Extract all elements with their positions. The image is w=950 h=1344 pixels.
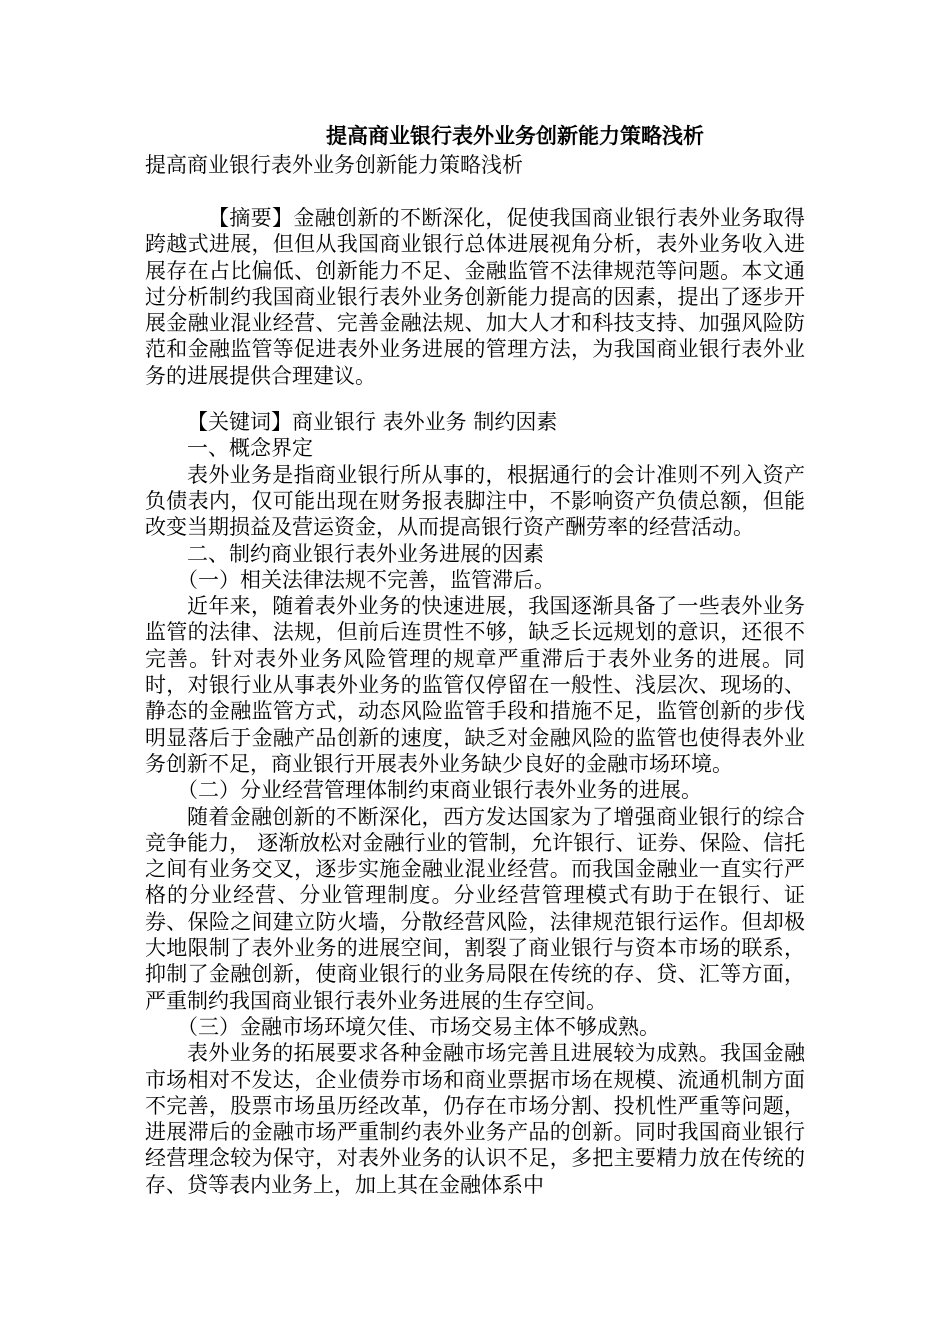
section-paragraph: 表外业务的拓展要求各种金融市场完善且进展较为成熟。我国金融市场相对不发达，企业债券市场和商业票据市场在规模、流通机制方面不完善，股票市场虽历经改革，仍存在市场分割、投机性严重等问题，进展滞后的金融市场严重制约表外业务产品的创新。同时我国商业银行经营理念较为保守，对表外业务的认识不足，多把主要精力放在传统的存、贷等表内业务上，加上其在金融体系中 <box>145 1041 805 1197</box>
keywords-line: 【关键词】商业银行 表外业务 制约因素 <box>187 410 558 435</box>
subsection-heading: （三）金融市场环境欠佳、市场交易主体不够成熟。 <box>177 1014 660 1039</box>
subsection-heading: （二）分业经营管理体制约束商业银行表外业务的进展。 <box>177 778 702 803</box>
section-heading: 二、制约商业银行表外业务进展的因素 <box>187 541 544 566</box>
section-paragraph: 表外业务是指商业银行所从事的，根据通行的会计准则不列入资产负债表内，仅可能出现在财务报表脚注中，不影响资产负债总额，但能改变当期损益及营运资金，从而提高银行资产酬劳率的经营活动。 <box>145 462 805 540</box>
section-paragraph: 近年来，随着表外业务的快速进展，我国逐渐具备了一些表外业务监管的法律、法规，但前后连贯性不够，缺乏长远规划的意识，还很不完善。针对表外业务风险管理的规章严重滞后于表外业务的进展。同时，对银行业从事表外业务的监管仅停留在一般性、浅层次、现场的、静态的金融监管方式，动态风险监管手段和措施不足，监管创新的步伐明显落后于金融产品创新的速度，缺乏对金融风险的监管也使得表外业务创新不足，商业银行开展表外业务缺少良好的金融市场环境。 <box>145 594 805 776</box>
spacer <box>145 179 805 205</box>
document-title: 提高商业银行表外业务创新能力策略浅析 <box>326 123 704 148</box>
abstract-paragraph: 【摘要】金融创新的不断深化，促使我国商业银行表外业务取得跨越式进展，但但从我国商业银行总体进展视角分析，表外业务收入进展存在占比偏低、创新能力不足、金融监管不法律规范等问题。本文通过分析制约我国商业银行表外业务创新能力提高的因素，提出了逐步开展金融业混业经营、完善金融法规、加大人才和科技支持、加强风险防范和金融监管等促进表外业务进展的管理方法，为我国商业银行表外业务的进展提供合理建议。 <box>145 206 805 388</box>
section-paragraph: 随着金融创新的不断深化，西方发达国家为了增强商业银行的综合竞争能力， 逐渐放松对金融行业的管制，允许银行、证券、保险、信托之间有业务交叉，逐步实施金融业混业经营。而我国金融业一直实行严格的分业经营、分业管理制度。分业经营管理模式有助于在银行、证券、保险之间建立防火墙，分散经营风险，法律规范银行运作。但却极大地限制了表外业务的进展空间，割裂了商业银行与资本市场的联系，抑制了金融创新，使商业银行的业务局限在传统的存、贷、汇等方面，严重制约我国商业银行表外业务进展的生存空间。 <box>145 804 805 1013</box>
document-body <box>145 121 805 1198</box>
subsection-heading: （一）相关法律法规不完善，监管滞后。 <box>177 567 555 592</box>
section-heading: 一、概念界定 <box>187 436 313 461</box>
spacer <box>145 389 805 409</box>
document-subtitle: 提高商业银行表外业务创新能力策略浅析 <box>145 153 523 177</box>
